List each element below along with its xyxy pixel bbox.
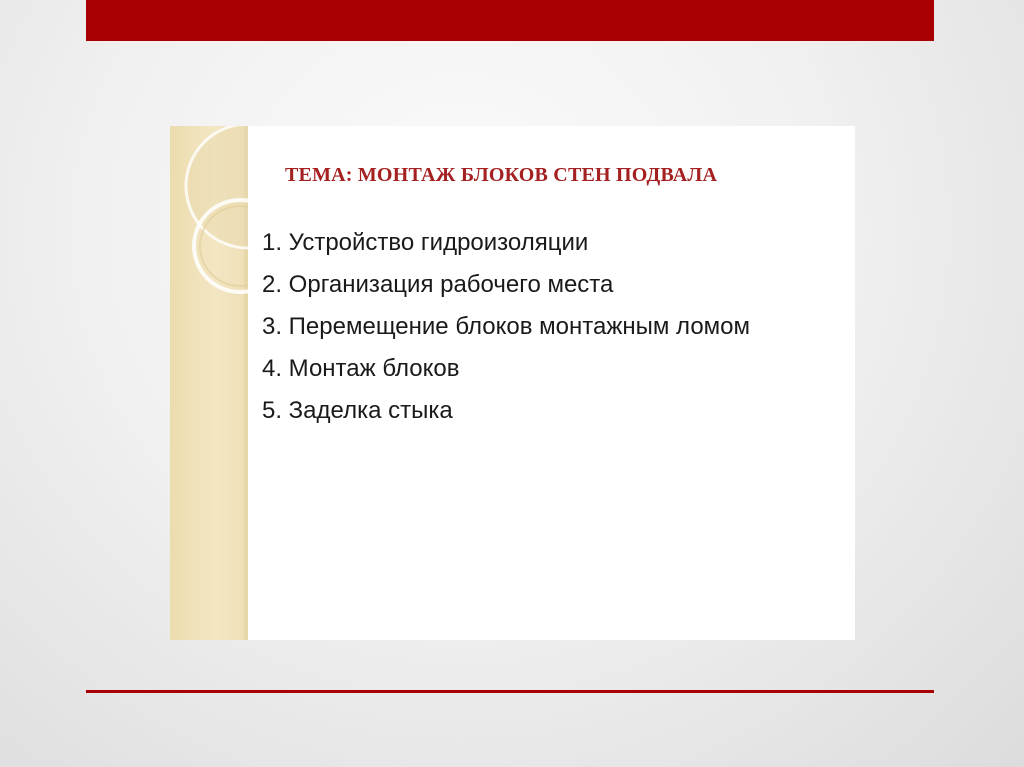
topic-list — [262, 222, 750, 432]
list-item: 3. Перемещение блоков монтажным ломом — [262, 313, 751, 340]
decorative-circles-icon — [170, 126, 248, 326]
list-item: 1. Устройство гидроизоляции — [262, 229, 589, 256]
list-item: 2. Организация рабочего места — [262, 271, 614, 298]
top-accent-bar — [86, 0, 934, 41]
list-item: 4. Монтаж блоков — [262, 355, 460, 382]
list-item: 5. Заделка стыка — [262, 397, 453, 424]
bottom-accent-line — [86, 690, 934, 693]
slide-title: ТЕМА: МОНТАЖ БЛОКОВ СТЕН ПОДВАЛА — [285, 164, 718, 186]
slide-content — [170, 126, 855, 640]
